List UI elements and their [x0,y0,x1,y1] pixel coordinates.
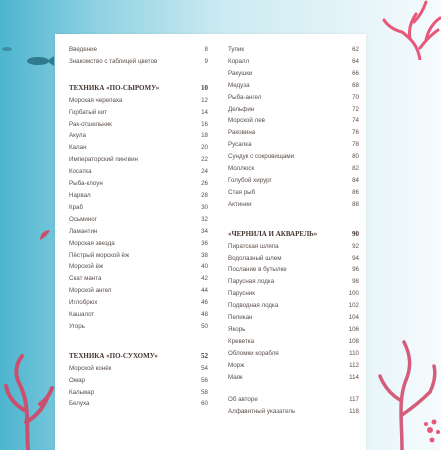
toc-right-column [228,44,359,418]
toc-entry[interactable] [228,312,359,324]
toc-entry-page: 48 [201,311,208,319]
toc-entry[interactable] [228,115,359,127]
toc-entry-title: Рыба-клоун [69,180,103,188]
toc-entry-page: 74 [352,117,359,125]
toc-entry-page: 50 [201,322,208,330]
toc-entry-page: 114 [349,373,359,381]
toc-entry-title: Медуза [228,81,250,89]
toc-entry[interactable] [228,394,359,406]
toc-entry-title: Краб [69,203,84,211]
toc-entry-page: 9 [204,57,208,65]
section-title: «ЧЕРНИЛА И АКВАРЕЛЬ» [228,229,318,238]
toc-entry-page: 94 [352,254,359,262]
toc-entry-title: Угорь [69,322,85,330]
toc-entry[interactable] [69,273,208,285]
toc-entry-page: 106 [348,325,359,333]
toc-entry[interactable] [69,95,208,107]
toc-entry-title: Белуха [69,400,90,408]
section-items [69,363,208,411]
toc-entry-title: Тупик [228,46,245,53]
fish-icon [26,54,54,68]
toc-entry[interactable] [69,297,208,309]
toc-entry[interactable] [228,288,359,300]
toc-entry-title: Императорский пингвин [69,156,138,164]
toc-entry[interactable] [228,56,359,68]
section-items [228,44,359,211]
toc-entry-title: Парусник [228,290,255,298]
section-items [228,241,359,384]
toc-entry-title: Калан [69,144,87,152]
toc-entry-title: Пеликан [228,314,253,322]
toc-entry[interactable] [69,142,208,154]
toc-entry-title: Акула [69,132,86,140]
toc-entry-page: 100 [348,290,359,298]
toc-entry-page: 72 [352,105,359,113]
toc-entry-page: 68 [352,81,359,89]
section-page: 52 [201,351,208,360]
toc-entry-title: Пёстрый морской ёж [69,251,130,259]
toc-entry[interactable] [228,253,359,265]
toc-entry-page: 78 [352,141,359,149]
toc-entry-page: 8 [204,46,208,53]
toc-entry-page: 42 [201,275,208,283]
toc-entry[interactable] [69,261,208,273]
section-page: 90 [352,229,359,238]
toc-entry-page: 32 [201,215,208,223]
toc-entry-page: 70 [352,93,359,101]
toc-entry-page: 20 [201,144,208,152]
toc-entry[interactable] [228,276,359,288]
toc-entry-page: 12 [201,96,208,104]
toc-entry-page: 66 [352,69,359,77]
toc-entry-page: 88 [352,200,359,208]
toc-entry-page: 46 [201,299,208,307]
toc-entry-page: 84 [352,176,359,184]
section-heading[interactable] [69,83,208,95]
toc-entry-page: 40 [201,263,208,271]
toc-entry-title: Ракушки [228,69,253,77]
toc-entry-page: 22 [201,156,208,164]
toc-entry[interactable] [228,199,359,211]
toc-entry-page: 64 [352,57,359,65]
toc-entry-title: Русалка [228,141,252,149]
back-matter-list [228,394,359,418]
small-fish-icon [2,46,14,52]
toc-entry[interactable] [69,398,208,410]
toc-entry-title: Маяк [228,373,243,381]
toc-entry-title: Горбатый кит [69,108,107,116]
toc-entry[interactable] [69,166,208,178]
toc-entry-page: 80 [352,153,359,161]
toc-entry-title: Обломки корабля [228,349,279,357]
toc-entry-title: Нарвал [69,191,91,199]
toc-entry-page: 60 [201,400,208,408]
toc-entry[interactable] [228,104,359,116]
toc-entry-page: 117 [349,396,359,404]
toc-entry-page: 58 [201,388,208,396]
toc-entry-title: Морская черепаха [69,96,123,104]
toc-entry[interactable] [69,154,208,166]
toc-entry[interactable] [228,187,359,199]
toc-entry[interactable] [228,324,359,336]
toc-entry[interactable] [69,214,208,226]
toc-entry-title: Послание в бутылке [228,266,287,274]
toc-entry-title: Морской ангел [69,287,112,295]
toc-entry[interactable] [69,56,208,68]
toc-entry-title: Актинии [228,200,252,208]
toc-entry[interactable] [69,119,208,131]
toc-entry-title: Якорь [228,325,246,333]
toc-entry-title: Морская звезда [69,239,115,247]
toc-entry[interactable] [69,321,208,333]
toc-entry-title: Парусная лодка [228,278,275,286]
toc-entry-title: Скат манта [69,275,102,283]
toc-entry[interactable] [228,92,359,104]
section-page: 10 [201,83,208,92]
toc-entry-page: 76 [352,129,359,137]
toc-entry-title: Моллюск [228,165,255,173]
toc-entry-page: 44 [201,287,208,295]
toc-entry-page: 26 [201,180,208,188]
toc-entry-page: 54 [201,364,208,372]
table-of-contents-page [55,34,366,450]
toc-entry[interactable] [228,406,359,418]
toc-entry-title: Подводная лодка [228,302,279,310]
toc-entry[interactable] [69,202,208,214]
toc-entry-title: Рыба-ангел [228,93,262,101]
toc-entry-title: Знакомство с таблицей цветов [69,57,158,65]
toc-entry[interactable] [228,80,359,92]
toc-entry-title: Иглобрюх [69,299,98,307]
toc-entry[interactable] [69,285,208,297]
toc-entry-page: 24 [201,168,208,176]
toc-entry-page: 62 [352,46,359,53]
toc-entry-page: 118 [349,408,359,416]
toc-entry-title: Алфавитный указатель [228,408,296,416]
toc-entry-title: Морской конёк [69,364,112,372]
toc-entry-page: 34 [201,227,208,235]
toc-entry-title: Раковина [228,129,256,137]
toc-entry-page: 38 [201,251,208,259]
toc-entry-page: 16 [201,120,208,128]
toc-entry-page: 112 [349,361,359,369]
seaweed-left-icon [0,330,55,450]
toc-entry-page: 14 [201,108,208,116]
section-items [69,95,208,333]
toc-entry[interactable] [69,190,208,202]
toc-entry[interactable] [228,300,359,312]
toc-entry[interactable] [228,241,359,253]
toc-entry[interactable] [228,163,359,175]
toc-entry-page: 92 [352,242,359,250]
coral-icon [380,0,441,60]
toc-entry[interactable] [228,68,359,80]
toc-entry-title: Морской лев [228,117,265,125]
toc-entry-title: Дельфин [228,105,255,113]
toc-entry-page: 56 [201,376,208,384]
toc-entry-title: Рак-отшельник [69,120,112,128]
toc-entry[interactable] [228,264,359,276]
toc-entry[interactable] [69,226,208,238]
toc-entry-page: 98 [352,278,359,286]
seaweed-right-icon [372,300,441,450]
toc-entry[interactable] [228,336,359,348]
toc-entry[interactable] [69,238,208,250]
toc-entry-page: 36 [201,239,208,247]
toc-entry-page: 102 [348,302,359,310]
toc-entry[interactable] [228,151,359,163]
toc-entry-title: Введение [69,46,98,53]
toc-entry-title: Креветка [228,337,255,345]
toc-left-column [69,44,208,410]
toc-entry[interactable] [69,107,208,119]
toc-entry[interactable] [69,363,208,375]
toc-entry-title: Об авторе [228,396,258,404]
toc-entry[interactable] [69,44,208,56]
toc-entry[interactable] [228,139,359,151]
toc-entry[interactable] [228,360,359,372]
toc-entry[interactable] [69,309,208,321]
toc-entry-page: 28 [201,191,208,199]
toc-entry[interactable] [69,178,208,190]
toc-entry-title: Водолазный шлем [228,254,282,262]
toc-entry-title: Сундук с сокровищами [228,153,295,161]
toc-entry-page: 110 [349,349,359,357]
toc-entry[interactable] [69,130,208,142]
section-heading[interactable] [228,229,359,241]
toc-entry-title: Косатка [69,168,92,176]
toc-entry-title: Ламантин [69,227,98,235]
toc-entry[interactable] [69,250,208,262]
toc-entry-title: Коралл [228,57,250,65]
toc-entry-page: 104 [348,314,359,322]
toc-entry-title: Морской ёж [69,263,104,271]
toc-entry-title: Осьминог [69,215,97,223]
toc-entry[interactable] [228,348,359,360]
section-title: ТЕХНИКА «ПО-СУХОМУ» [69,351,158,360]
toc-entry-page: 82 [352,165,359,173]
toc-entry-title: Стая рыб [228,188,256,196]
intro-list [69,44,208,68]
toc-entry[interactable] [228,175,359,187]
toc-entry-page: 96 [352,266,359,274]
section-heading[interactable] [69,351,208,363]
toc-entry-title: Голубой хирург [228,176,272,184]
section-title: ТЕХНИКА «ПО-СЫРОМУ» [69,83,160,92]
toc-entry[interactable] [228,127,359,139]
toc-entry[interactable] [69,375,208,387]
toc-entry-page: 18 [201,132,208,140]
toc-entry[interactable] [69,387,208,399]
toc-entry-page: 30 [201,203,208,211]
shell-icon [38,228,52,242]
toc-entry[interactable] [228,372,359,384]
toc-entry-title: Морж [228,361,245,369]
toc-entry-title: Пиратская шляпа [228,242,279,250]
toc-entry[interactable] [228,44,359,56]
toc-entry-page: 86 [352,188,359,196]
toc-entry-page: 108 [348,337,359,345]
toc-entry-title: Омар [69,376,85,384]
toc-entry-title: Кашалот [69,311,95,319]
toc-entry-title: Кальмар [69,388,95,396]
